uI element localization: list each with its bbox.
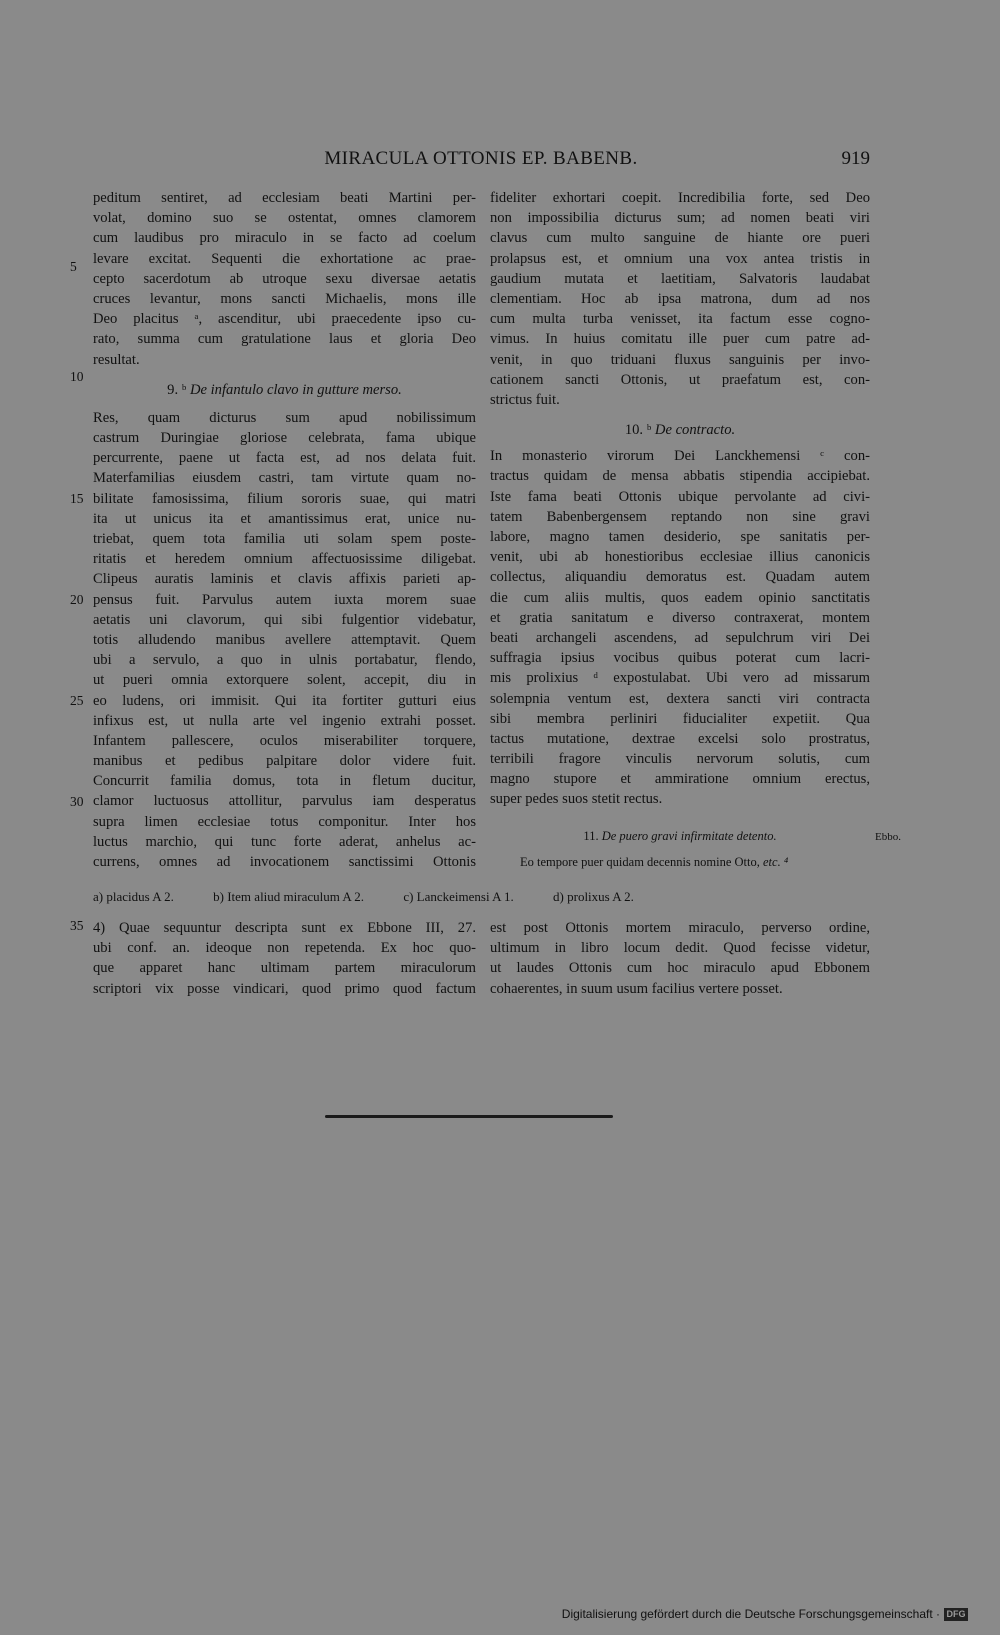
text-line: In monasterio virorum Dei Lanckhemensi ᶜ con- (490, 448, 870, 465)
chapter-number: 11. (583, 829, 599, 843)
text-line: magno stupore et ammiratione omnium erectus, (490, 771, 870, 788)
text-line: currens, omnes ad invocationem sanctissimi Ottonis (93, 854, 476, 870)
text-line: ut pueri omnia extorquere solent, accepit, diu in (93, 672, 476, 689)
text-line: ubi a servulo, a quo in ulnis portabatur, flendo, (93, 652, 476, 669)
text-line: cum multa turba venisset, ita factum esse cogno- (490, 311, 870, 328)
variant-note: b) Item aliud miraculum A 2. (213, 889, 365, 904)
footnote-right (490, 918, 870, 999)
text-line: gaudium mutata et laetitiam, Salvatoris laudabat (490, 270, 870, 287)
chapter-title: De infantulo clavo in gutture merso. (189, 381, 402, 398)
line-number: 15 (70, 491, 84, 506)
variant-note: a) placidus A 2. (93, 889, 174, 904)
text-line: die cum aliis multis, quos eadem opinio sanctitatis (490, 589, 870, 606)
text-line: manibus et pedibus palpitare dolor videre fuit. (93, 753, 476, 770)
text-line: pensus fuit. Parvulus autem iuxta morem suae (93, 591, 476, 608)
footnote-line: cohaerentes, in suum usum facilius vertere posset. (490, 980, 783, 997)
running-header (92, 148, 870, 172)
footnote-left (93, 918, 476, 999)
text-line: super pedes suos stetit rectus. (490, 791, 663, 808)
footnote-line: ubi conf. an. ideoque non repetenda. Ex hoc quo- (93, 940, 476, 957)
text-line: aetatis uni clavorum, qui sibi fulgentior videbatur, (93, 611, 476, 628)
decorative-rule (325, 1115, 613, 1118)
chapter-11-line: Eo tempore puer quidam decennis nomine Otto, (520, 855, 760, 869)
text-line: venit, in quo triduani fluxus sanguinis per invo- (490, 351, 870, 368)
text-line: clavus cum multo sanguine de hiante ore pueri (490, 230, 870, 247)
text-line: volat, domino suo se ostentat, omnes clamorem (93, 210, 476, 227)
text-line: rato, summa cum gratulatione laus et gloria Deo (93, 331, 476, 348)
text-line: prolapsus est, et omnium una vox antea tristis in (490, 250, 870, 267)
chapter-11-text (520, 855, 788, 870)
text-line: mis prolixius ᵈ expostulabat. Ubi vero ad missarum (490, 670, 870, 687)
chapter-title: De puero gravi infirmitate detento. (601, 829, 777, 843)
text-line: Materfamilias eiusdem castri, tam virtute quam no- (93, 470, 476, 487)
text-line: non impossibilia dicturus sum; ad nomen beati viri (490, 210, 870, 227)
credit-text: Digitalisierung gefördert durch die Deutsche Forschungsgemeinschaft · (561, 1607, 940, 1621)
text-line: levare excitat. Sequenti die exhortatione ac prae- (93, 250, 476, 267)
chapter-heading-11 (490, 829, 870, 844)
text-line: luctus marchio, qui tunc forte aderat, anhelus ac- (93, 833, 476, 850)
text-line: cationem sancti Ottonis, ut praefatum est, con- (490, 371, 870, 388)
text-line: cepto sacerdotum ab utroque sexu diversae aetatis (93, 270, 476, 287)
right-column (490, 188, 870, 810)
footnote-line: que apparet hanc ultimam partem miraculorum (93, 960, 476, 977)
text-line: solempnia ventum est, dextera sancti viri contracta (490, 690, 870, 707)
text-line: Clipeus auratis laminis et clavis affixis parieti ap- (93, 571, 476, 588)
variant-note: c) Lanckeimensi A 1. (403, 889, 514, 904)
variant-readings (93, 889, 873, 905)
text-line: et gratia sanitatum e diverso contraxerat, montem (490, 609, 870, 626)
text-line: labore, magno tamen desiderio, spe sanitatis per- (490, 529, 870, 545)
text-line: venit, ubi ab honestioribus ecclesiae illius canonicis (490, 549, 870, 566)
footnote-line: scriptori vix posse vindicari, quod primo quod factum (93, 980, 476, 997)
text-line: castrum Duringiae gloriose celebrata, fama ubique (93, 430, 476, 447)
line-number: 20 (70, 592, 84, 607)
text-line: sibi membra perliniri fiducialiter expetiit. Qua (490, 710, 870, 727)
chapter-number: 10. ᵇ (624, 422, 652, 439)
line-number: 5 (70, 259, 77, 274)
text-line: Concurrit familia domus, tota in fletum ducitur, (93, 773, 476, 790)
text-line: Deo placitus ᵃ, ascenditur, ubi praecedente ipso cu- (93, 311, 476, 328)
page-number: 919 (841, 148, 870, 169)
text-line: Infantem pallescere, oculos miserabiliter torquere, (93, 732, 476, 749)
line-number: 25 (70, 693, 84, 708)
text-line: clamor luctuosus attollitur, parvulus iam desperatus (93, 793, 476, 810)
text-line: eo ludens, ori immisit. Qui ita fortiter gutturi eius (93, 692, 476, 709)
chapter-heading-9 (93, 380, 476, 400)
line-number: 30 (70, 794, 84, 809)
dfg-logo-icon: DFG (944, 1608, 968, 1621)
text-line: collectus, aliquandiu demoratus est. Quadam autem (490, 569, 870, 586)
footnote-line: est post Ottonis mortem miraculo, perverso ordine, (490, 920, 870, 936)
page-title: MIRACULA OTTONIS EP. BABENB. (324, 148, 638, 169)
text-line: tractus quidam de mensa abbatis stipendia accipiebat. (490, 468, 870, 485)
text-line: tactus mutatione, dextrae excelsi solo prostratus, (490, 730, 870, 747)
chapter-11-etc: etc. ⁴ (763, 855, 789, 869)
chapter-heading-10 (490, 420, 870, 440)
text-line: tatem Babenbergensem reptando non sine gravi (490, 508, 870, 525)
footnote-line: ultimum in libro locum dedit. Quod fecisse videtur, (490, 940, 870, 957)
text-line: resultat. (93, 351, 140, 368)
text-line: cum laudibus pro miraculo in se facto ad coelum (93, 230, 476, 247)
line-number: 35 (70, 918, 84, 933)
digitization-credit (562, 1607, 968, 1621)
chapter-title: De contracto. (654, 422, 736, 439)
text-line: suffragia ipsius vocibus quibus poterat cum lacri- (490, 650, 870, 667)
line-number: 10 (70, 369, 84, 384)
text-line: clementiam. Hoc ab ipsa matrona, dum ad nos (490, 290, 870, 307)
text-line: Res, quam dicturus sum apud nobilissimum (93, 409, 476, 426)
text-line: supra limen ecclesiae totus componitur. Inter hos (93, 813, 476, 830)
footnote-line: ut laudes Ottonis cum hoc miraculo apud Ebbonem (490, 960, 870, 977)
left-column (93, 188, 476, 872)
text-line: beati archangeli ascendens, ad sepulchrum viri Dei (490, 629, 870, 646)
text-line: bilitate famosissima, filium sororis suae, qui matri (93, 490, 476, 507)
footnote-line: 4) Quae sequuntur descripta sunt ex Ebbone III, 27. (93, 920, 476, 936)
text-line: vimus. In huius comitatu ille puer cum patre ad- (490, 331, 870, 348)
text-line: fideliter exhortari coepit. Incredibilia forte, sed Deo (490, 190, 870, 206)
variant-note: d) prolixus A 2. (553, 889, 634, 904)
text-line: peditum sentiret, ad ecclesiam beati Martini per- (93, 190, 476, 206)
text-line: totis alludendo manibus avellere attemptavit. Quem (93, 631, 476, 648)
text-line: terribili fragore vinculis nervorum solutis, cum (490, 751, 870, 768)
margin-note: Ebbo. (875, 831, 901, 843)
text-line: ita ut unicus ita et amantissimus erat, unice nu- (93, 510, 476, 527)
text-line: strictus fuit. (490, 391, 560, 408)
text-line: percurrente, paene ut facta est, ad nos delata fuit. (93, 450, 476, 467)
text-line: ritatis et heredem omnium affectuosissime diligebat. (93, 551, 476, 568)
text-line: triebat, quem tota familia uti solam spem poste- (93, 531, 476, 547)
text-line: cruces levantur, mons sancti Michaelis, mons ille (93, 290, 476, 307)
chapter-number: 9. ᵇ (167, 381, 187, 398)
text-line: infixus est, ut nulla arte vel ingenio extrahi posset. (93, 712, 476, 729)
text-line: Iste fama beati Ottonis ubique pervolante ad civi- (490, 488, 870, 505)
